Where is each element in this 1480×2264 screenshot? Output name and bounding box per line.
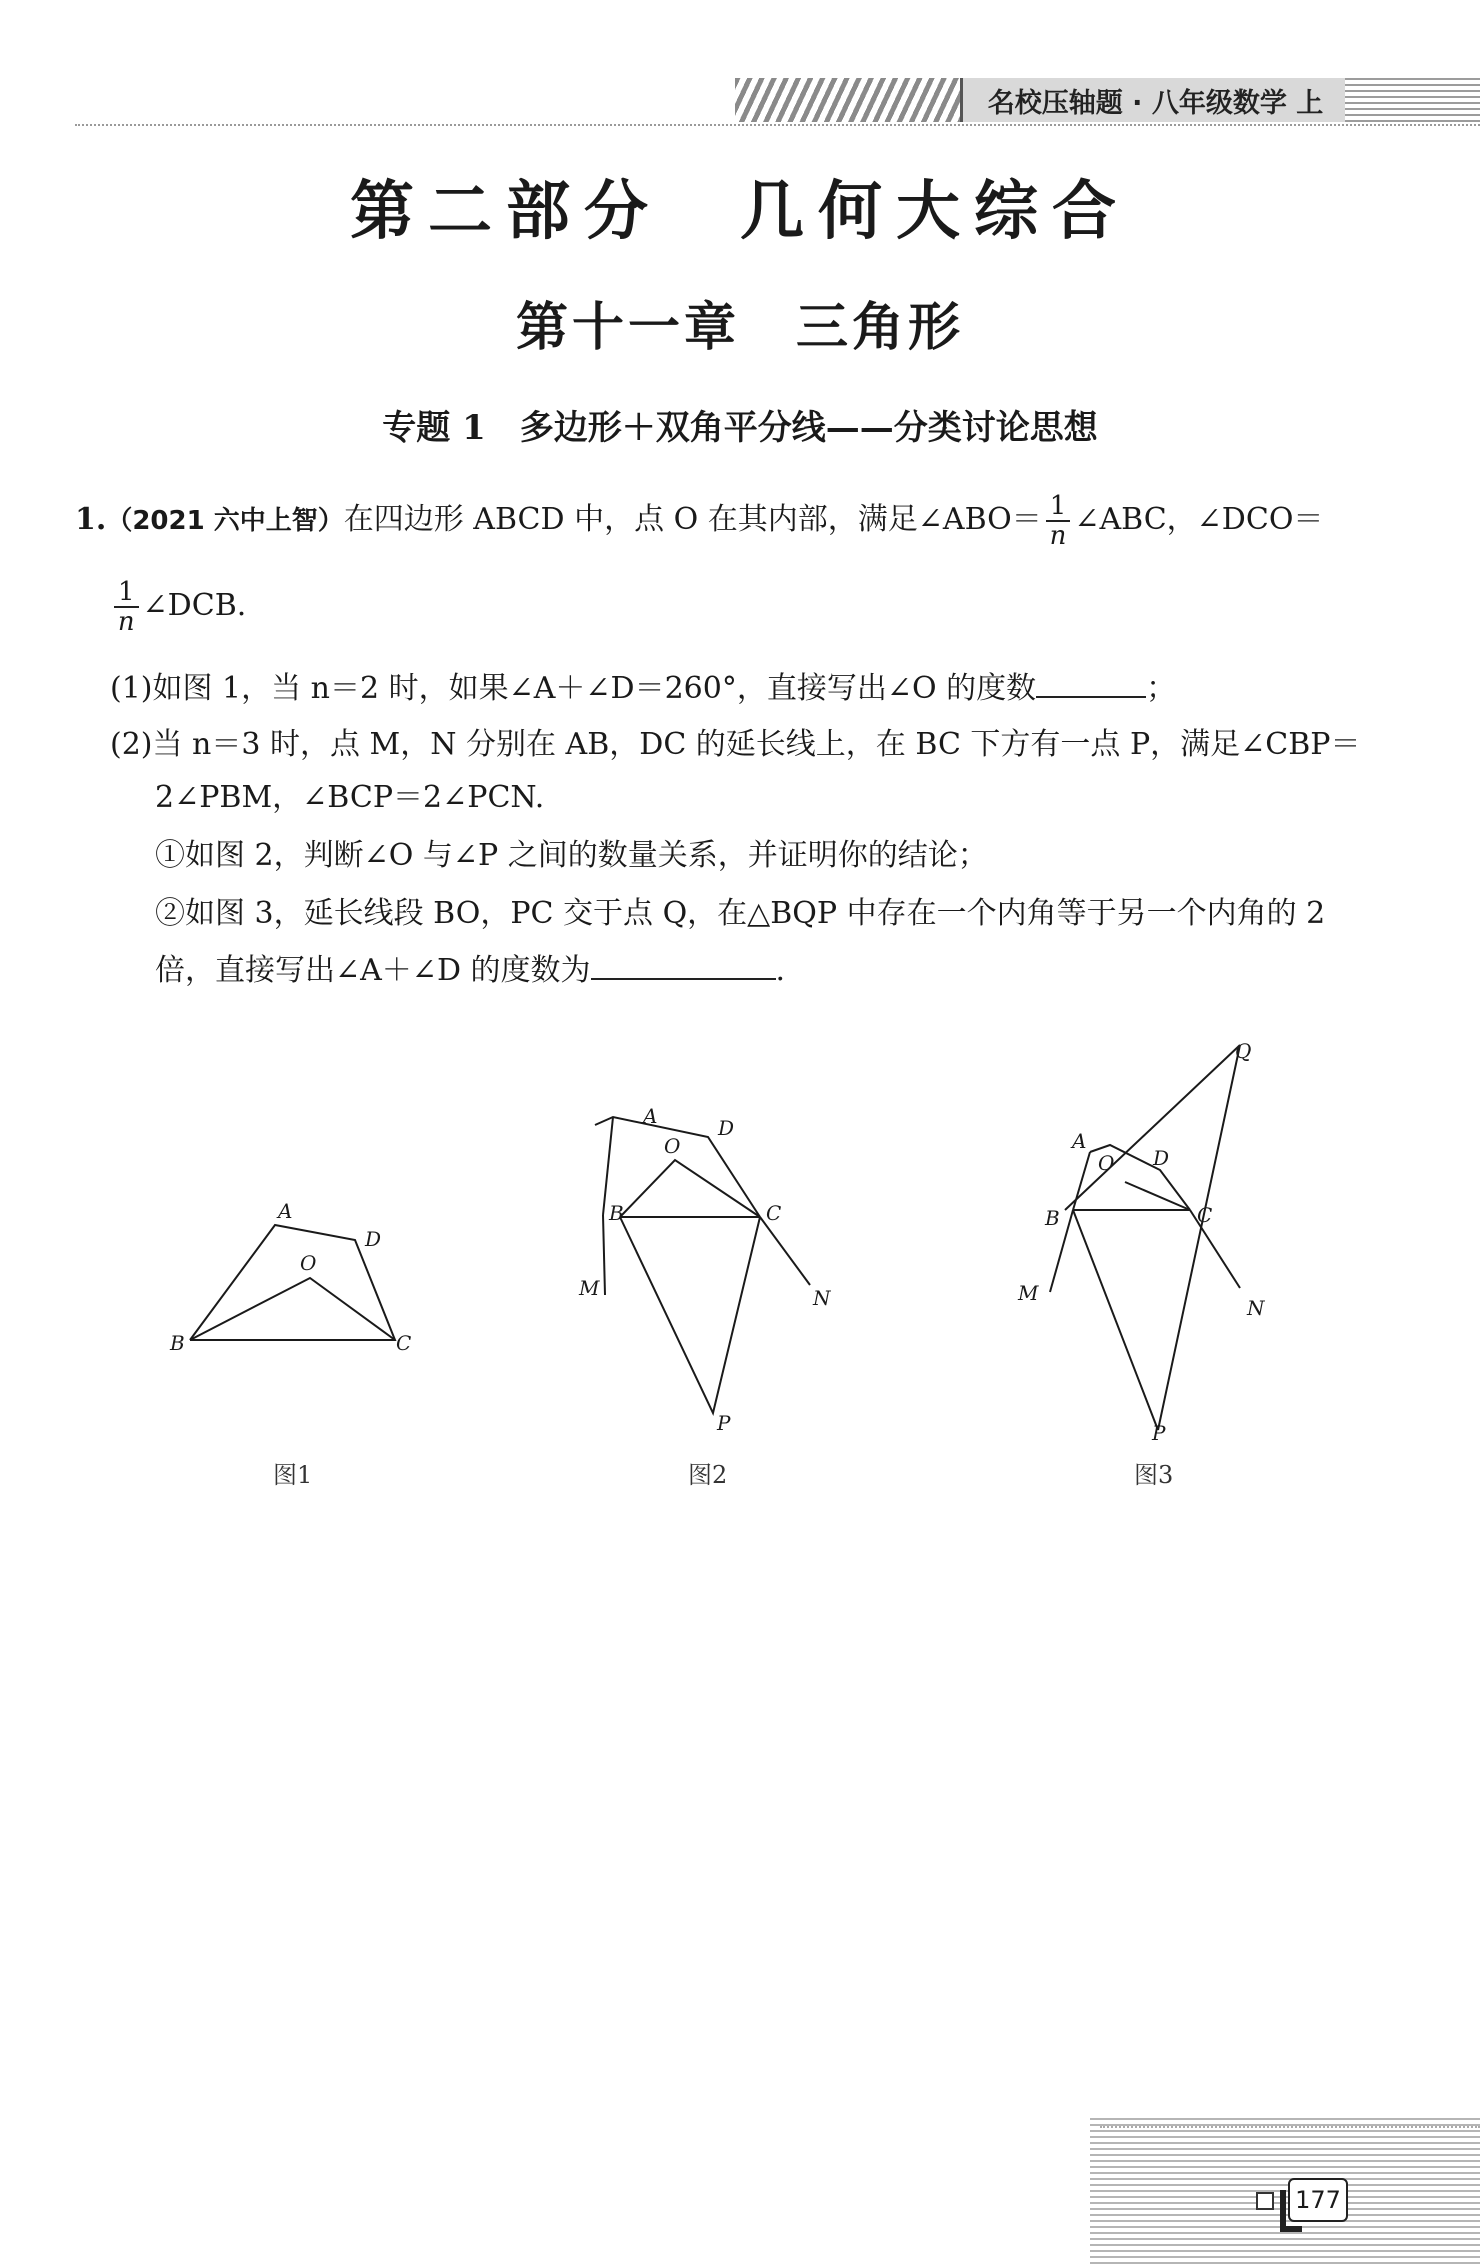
fig3-label-N: N bbox=[1247, 1296, 1265, 1320]
header-rule bbox=[75, 124, 1480, 126]
sub-question-2-line2: 倍，直接写出∠A＋∠D 的度数为 . bbox=[155, 950, 785, 991]
fig2-label-D: D bbox=[718, 1116, 735, 1140]
header-line-decoration bbox=[1345, 78, 1480, 122]
fig1-label-B: B bbox=[170, 1331, 185, 1355]
stem-text-c: ∠DCB. bbox=[142, 588, 247, 623]
figure-2 bbox=[565, 1095, 855, 1445]
fig2-bisectors bbox=[620, 1160, 760, 1217]
fig2-label-A: A bbox=[643, 1104, 658, 1128]
figure-3 bbox=[1010, 1030, 1310, 1450]
fig1-label-C: C bbox=[396, 1331, 412, 1355]
fig2-label-N: N bbox=[813, 1286, 831, 1310]
page-number: 177 bbox=[1288, 2178, 1348, 2222]
fig3-line-AB bbox=[1073, 1152, 1090, 1210]
fig1-label-A: A bbox=[278, 1199, 293, 1223]
part-title: 第二部分 几何大综合 bbox=[350, 174, 1130, 249]
fig3-label-P: P bbox=[1152, 1421, 1166, 1445]
fraction-1-over-n-2: $\frac{1}{n}$ bbox=[114, 578, 139, 636]
fig1-label-D: D bbox=[365, 1227, 382, 1251]
fig3-label-D: D bbox=[1153, 1146, 1170, 1170]
page-square-icon bbox=[1256, 2192, 1274, 2210]
sub-question-1: ①如图 2，判断∠O 与∠P 之间的数量关系，并证明你的结论； bbox=[155, 838, 988, 873]
figure-2-caption: 图2 bbox=[688, 1461, 728, 1489]
fig2-line-CN bbox=[760, 1217, 810, 1285]
fig3-label-M: M bbox=[1018, 1281, 1039, 1305]
fig2-lines-to-P bbox=[620, 1217, 760, 1413]
fig3-label-Q: Q bbox=[1235, 1039, 1252, 1063]
fig2-label-B: B bbox=[609, 1201, 624, 1225]
header-stripe-decoration bbox=[735, 78, 965, 122]
fig2-label-M: M bbox=[579, 1276, 600, 1300]
fig2-line-BM bbox=[603, 1215, 605, 1295]
part1-line: (1)如图 1，当 n＝2 时，如果∠A＋∠D＝260°，直接写出∠O 的度数 ； bbox=[110, 668, 1176, 709]
question-stem-line1 bbox=[75, 492, 1323, 550]
chapter-title: 第十一章 三角形 bbox=[515, 298, 964, 358]
fig1-bisector-lines bbox=[190, 1278, 395, 1340]
part2-line1: (2)当 n＝3 时，点 M，N 分别在 AB，DC 的延长线上，在 BC 下方有一点 P，满足∠CBP＝ bbox=[110, 727, 1361, 762]
fig2-label-O: O bbox=[664, 1134, 681, 1158]
fig3-label-A: A bbox=[1072, 1129, 1087, 1153]
answer-blank-2[interactable] bbox=[591, 950, 776, 980]
stem-text-a: 在四边形 ABCD 中，点 O 在其内部，满足∠ABO＝ bbox=[343, 502, 1042, 537]
footer-dotted-rule bbox=[1100, 2126, 1480, 2128]
topic-title: 专题 1 多边形＋双角平分线——分类讨论思想 bbox=[382, 408, 1098, 448]
fig3-line-BQ bbox=[1065, 1045, 1240, 1210]
question-number: 1. bbox=[75, 502, 107, 537]
fig3-line-BP bbox=[1073, 1210, 1158, 1430]
fraction-1-over-n: $\frac{1}{n}$ bbox=[1046, 492, 1071, 550]
series-title: 名校压轴题 · 八年级数学 上 bbox=[960, 78, 1348, 122]
fig3-label-C: C bbox=[1197, 1203, 1213, 1227]
figure-1 bbox=[160, 1190, 430, 1370]
answer-blank-1[interactable] bbox=[1036, 668, 1146, 698]
fig2-label-P: P bbox=[717, 1411, 731, 1435]
figure-1-caption: 图1 bbox=[273, 1461, 313, 1489]
fig3-label-B: B bbox=[1045, 1206, 1060, 1230]
sub-question-2-line1: ②如图 3，延长线段 BO，PC 交于点 Q，在△BQP 中存在一个内角等于另一个内角的 2 bbox=[155, 896, 1326, 931]
stem-text-b: ∠ABC，∠DCO＝ bbox=[1074, 502, 1324, 537]
fig2-label-C: C bbox=[766, 1201, 782, 1225]
part2-line2: 2∠PBM，∠BCP＝2∠PCN. bbox=[155, 780, 545, 815]
question-stem-line2 bbox=[110, 578, 246, 636]
fig1-label-O: O bbox=[300, 1251, 317, 1275]
figure-3-caption: 图3 bbox=[1134, 1461, 1174, 1489]
fig3-line-QP bbox=[1158, 1045, 1240, 1430]
question-source: （2021 六中上智） bbox=[106, 506, 344, 536]
fig3-label-O: O bbox=[1098, 1151, 1115, 1175]
